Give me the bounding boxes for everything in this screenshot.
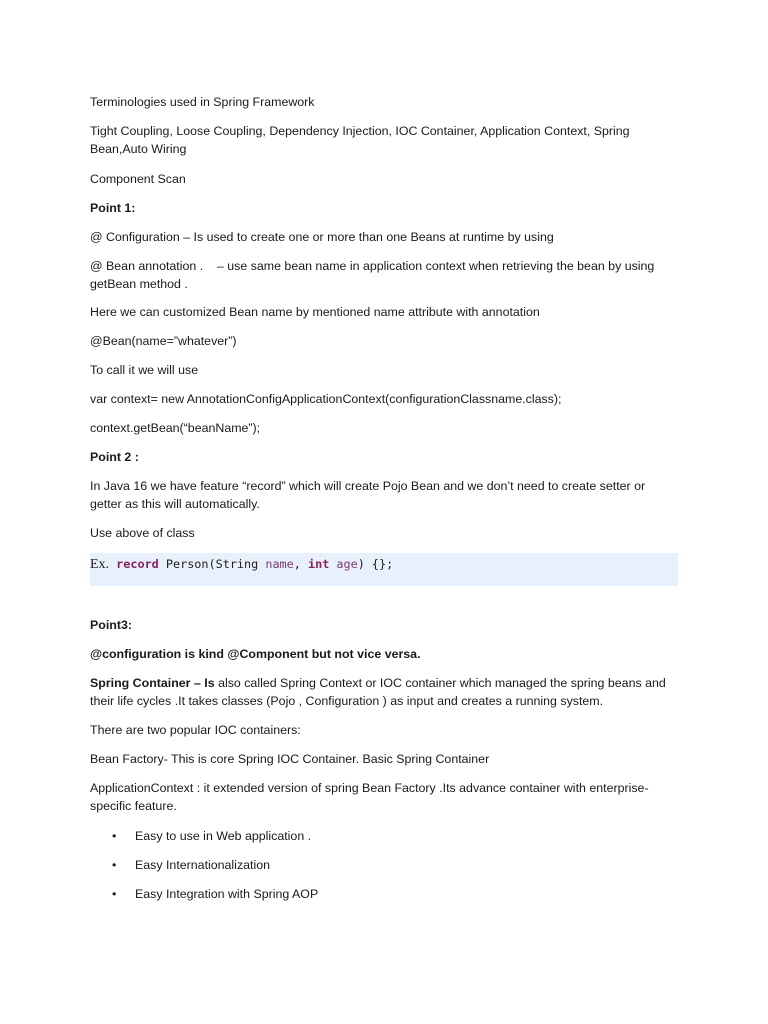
two-containers-text: There are two popular IOC containers: <box>90 723 301 737</box>
bean-annotation-line-2: getBean method . <box>90 277 188 291</box>
java16-line-2: getter as this will automatically. <box>90 497 260 511</box>
terms-line-1: Tight Coupling, Loose Coupling, Dependency Injection, IOC Container, Application Context, Spring <box>90 124 630 138</box>
to-call-text: To call it we will use <box>90 363 199 377</box>
code-text-1: Person(String <box>158 557 266 571</box>
spring-container-line-2: their life cycles .It takes classes (Pojo , Configuration ) as input and creates a running system. <box>90 694 604 708</box>
record-code-line <box>90 555 678 574</box>
ex-label: Ex. <box>90 557 110 572</box>
bullet-icon: • <box>112 887 117 901</box>
list-item-text: Easy to use in Web application . <box>135 829 312 843</box>
point-2-heading: Point 2 : <box>90 450 139 464</box>
bullet-icon: • <box>112 829 117 843</box>
spring-container-desc: also called Spring Context or IOC container which managed the spring beans and <box>214 676 666 690</box>
point-3-heading: Point3: <box>90 618 132 632</box>
document-heading: Terminologies used in Spring Framework <box>90 95 315 109</box>
param-age: age <box>336 557 358 571</box>
list-item-text: Easy Integration with Spring AOP <box>135 887 319 901</box>
keyword-int: int <box>307 557 330 571</box>
java16-line-1: In Java 16 we have feature “record” which will create Pojo Bean and we don’t need to create setter or <box>90 479 646 493</box>
application-context-line-1: ApplicationContext : it extended version of spring Bean Factory .Its advance container with enterprise- <box>90 781 649 795</box>
bean-name-example: @Bean(name=”whatever”) <box>90 334 237 348</box>
use-above-text: Use above of class <box>90 526 195 540</box>
configuration-kind-text: @configuration is kind @Component but not vice versa. <box>90 647 421 661</box>
get-bean-line: context.getBean(“beanName”); <box>90 421 261 435</box>
code-text-2: , <box>293 557 308 571</box>
spring-container-line-1 <box>90 674 678 692</box>
spring-container-term: Spring Container – Is <box>90 676 215 690</box>
var-context-line: var context= new AnnotationConfigApplicationContext(configurationClassname.class); <box>90 392 562 406</box>
list-item-text: Easy Internationalization <box>135 858 271 872</box>
terms-line-2: Bean,Auto Wiring <box>90 142 187 156</box>
bullet-icon: • <box>112 858 117 872</box>
customize-bean-text: Here we can customized Bean name by mentioned name attribute with annotation <box>90 305 540 319</box>
bean-factory-text: Bean Factory- This is core Spring IOC Container. Basic Spring Container <box>90 752 490 766</box>
keyword-record: record <box>116 557 159 571</box>
param-name: name <box>265 557 294 571</box>
component-scan-text: Component Scan <box>90 172 186 186</box>
bean-annotation-line-1: @ Bean annotation . – use same bean name in application context when retrieving the bean by using <box>90 259 655 273</box>
code-text-4: ) {}; <box>357 557 394 571</box>
point-1-heading: Point 1: <box>90 201 136 215</box>
configuration-text: @ Configuration – Is used to create one or more than one Beans at runtime by using <box>90 230 554 244</box>
application-context-line-2: specific feature. <box>90 799 177 813</box>
